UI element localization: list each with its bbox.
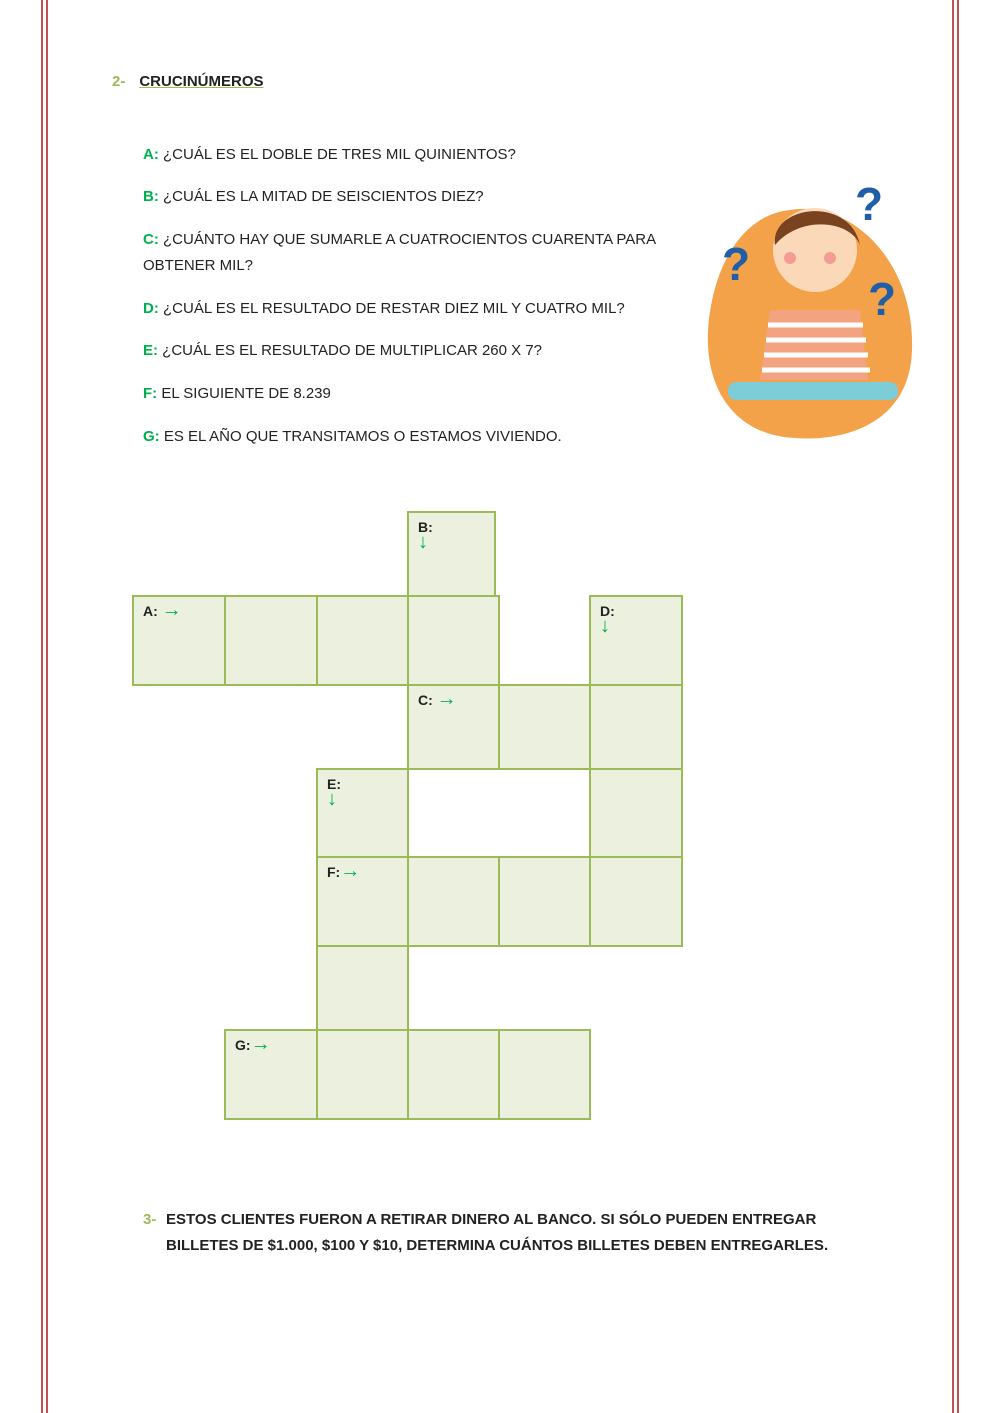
question-key: G: — [143, 428, 160, 445]
clue-label-d: D: ↓ — [600, 603, 615, 637]
section-2-heading — [112, 73, 264, 90]
thinking-boy-illustration — [700, 180, 920, 445]
clue-label-c: C: → — [418, 688, 457, 710]
question-c — [143, 227, 683, 279]
cell-e3[interactable] — [316, 945, 409, 1031]
question-key: A: — [143, 146, 159, 163]
question-key: B: — [143, 188, 159, 205]
cell-g4[interactable] — [498, 1029, 591, 1120]
svg-text:?: ? — [868, 273, 897, 325]
question-e — [143, 338, 703, 364]
cell-c3[interactable] — [589, 684, 683, 770]
cell-c2[interactable] — [498, 684, 591, 770]
cell-f2[interactable] — [407, 856, 500, 947]
section-number: 2- — [112, 73, 126, 90]
cell-f4[interactable] — [589, 856, 683, 947]
question-key: E: — [143, 342, 158, 359]
question-text: ¿CUÁL ES EL DOBLE DE TRES MIL QUINIENTOS? — [163, 146, 516, 163]
clue-label-e: E: ↓ — [327, 776, 341, 810]
question-g — [143, 424, 703, 450]
question-a — [143, 142, 703, 168]
arrow-right-icon: → — [161, 599, 182, 621]
question-key: D: — [143, 300, 159, 317]
question-text: EL SIGUIENTE DE 8.239 — [161, 385, 331, 402]
question-f — [143, 381, 703, 407]
cell-g2[interactable] — [316, 1029, 409, 1120]
svg-text:?: ? — [722, 238, 751, 290]
arrow-down-icon: ↓ — [327, 788, 337, 810]
cell-b[interactable] — [407, 511, 496, 598]
arrow-right-icon: → — [340, 860, 361, 882]
section-number: 3- — [143, 1211, 157, 1228]
question-text: ES EL AÑO QUE TRANSITAMOS O ESTAMOS VIVIENDO. — [163, 428, 562, 445]
arrow-down-icon: ↓ — [600, 615, 610, 637]
clue-label-b: B: ↓ — [418, 519, 433, 553]
section-3-instructions — [143, 1207, 828, 1259]
question-text: ¿CUÁL ES EL RESULTADO DE RESTAR DIEZ MIL Y CUATRO MIL? — [163, 300, 625, 317]
cell-g3[interactable] — [407, 1029, 500, 1120]
cell-d1[interactable] — [589, 595, 683, 686]
clue-label-a: A: → — [143, 599, 182, 621]
section-title: CRUCINÚMEROS — [139, 73, 264, 90]
cell-d3[interactable] — [589, 768, 683, 858]
cell-c1[interactable] — [407, 684, 500, 770]
question-key: F: — [143, 385, 158, 402]
question-b — [143, 184, 703, 210]
cell-g1[interactable] — [224, 1029, 318, 1120]
clue-label-g: G:→ — [235, 1033, 271, 1055]
cell-a2[interactable] — [224, 595, 318, 686]
section-3-line1: ESTOS CLIENTES FUERON A RETIRAR DINERO AL BANCO. SI SÓLO PUEDEN ENTREGAR — [166, 1211, 817, 1228]
clue-label-f: F:→ — [327, 860, 361, 882]
cell-a3[interactable] — [316, 595, 409, 686]
cell-a1[interactable] — [132, 595, 226, 686]
arrow-down-icon: ↓ — [418, 531, 428, 553]
section-3-line2: BILLETES DE $1.000, $100 Y $10, DETERMINA CUÁNTOS BILLETES DEBEN ENTREGARLES. — [166, 1237, 829, 1254]
cell-a4[interactable] — [407, 595, 500, 686]
question-key: C: — [143, 231, 159, 248]
question-text: ¿CUÁL ES EL RESULTADO DE MULTIPLICAR 260 X 7? — [162, 342, 543, 359]
arrow-right-icon: → — [250, 1033, 271, 1055]
question-d — [143, 296, 703, 322]
cell-e1[interactable] — [316, 768, 409, 858]
svg-text:?: ? — [855, 180, 884, 230]
arrow-right-icon: → — [436, 688, 457, 710]
question-text: ¿CUÁL ES LA MITAD DE SEISCIENTOS DIEZ? — [163, 188, 484, 205]
cell-f1[interactable] — [316, 856, 409, 947]
cell-f3[interactable] — [498, 856, 591, 947]
question-text: ¿CUÁNTO HAY QUE SUMARLE A CUATROCIENTOS CUARENTA PARA OBTENER MIL? — [143, 231, 656, 274]
